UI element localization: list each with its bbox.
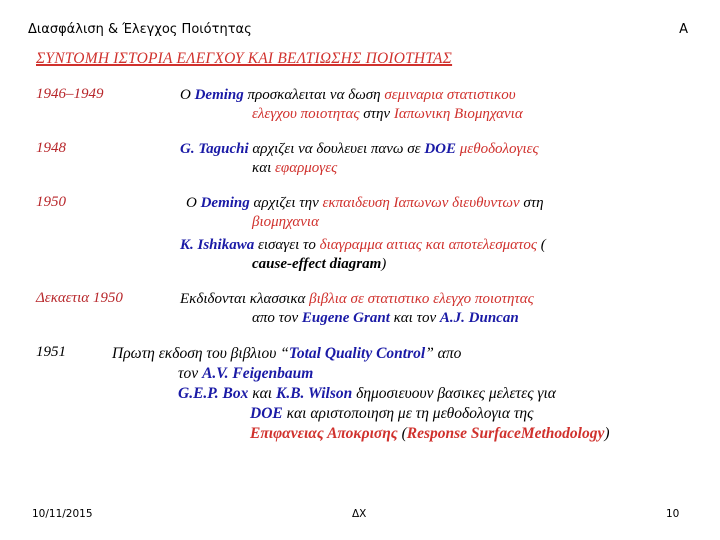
entry-text: Εκδιδονται κλασσικα [180, 291, 310, 307]
entry-line [180, 140, 539, 159]
entry-line [112, 404, 610, 424]
entry-text: εισαγει το [254, 237, 320, 253]
entry-text: Πρωτη εκδοση του βιβλιου “ [112, 345, 289, 362]
year-label: 1948 [36, 140, 66, 156]
year-label: Δεκαετια 1950 [36, 290, 123, 306]
entry-text: ) [604, 425, 610, 442]
person-name: Deming [194, 87, 244, 103]
entry-text: αρχιζει να δουλευει πανω σε [248, 141, 425, 157]
slide-title: ΣΥΝΤΟΜΗ ΙΣΤΟΡΙΑ ΕΛΕΓΧΟΥ ΚΑΙ ΒΕΛΤΙΩΣΗΣ ΠΟΙΟΤΗΤΑΣ [36, 50, 453, 67]
term-text: cause-effect diagram [252, 256, 382, 272]
entry-line [180, 255, 546, 274]
highlight-text: διαγραμμα αιτιας και αποτελεσματος [319, 237, 537, 253]
entry-text: δημοσιευουν βασικες μελετες για [352, 385, 556, 402]
entry-line [112, 384, 610, 404]
entry-line [180, 236, 546, 255]
footer-date: 10/11/2015 [32, 508, 93, 520]
year-label: 1946–1949 [36, 86, 104, 102]
term-text: DOE [250, 405, 283, 422]
highlight-text: μεθοδολογιες [459, 141, 539, 157]
person-name: G. Taguchi [180, 141, 249, 157]
book-title: Total Quality Control [288, 345, 426, 362]
person-name: Eugene Grant [301, 310, 390, 326]
highlight-text: εφαρμογες [275, 160, 338, 176]
entry-text: Ο [186, 195, 201, 211]
entry-text: αρχιζει την [249, 195, 323, 211]
timeline-entry [112, 344, 610, 444]
timeline-entry [180, 236, 546, 274]
entry-text: τον [178, 365, 203, 382]
term-text: DOE [424, 141, 457, 157]
entry-text: και [248, 385, 276, 402]
person-name: K.B. Wilson [275, 385, 353, 402]
entry-line [180, 309, 534, 328]
highlight-text: σεμιναρια στατιστικου [384, 87, 516, 103]
person-name: A.V. Feigenbaum [202, 365, 314, 382]
entry-text: απο τον [252, 310, 302, 326]
slide-header-title: Διασφάλιση & Έλεγχος Ποιότητας [28, 22, 252, 37]
entry-line [180, 86, 523, 105]
footer-author: ΔΧ [352, 508, 367, 520]
entry-text: προσκαλειται να δωση [243, 87, 385, 103]
year-label: 1951 [36, 344, 66, 360]
page-number: 10 [666, 508, 680, 520]
person-name: G.E.P. Box [178, 385, 249, 402]
entry-text: ) [381, 256, 387, 272]
timeline-entry [180, 86, 523, 124]
year-label: 1950 [36, 194, 66, 210]
entry-line [112, 424, 610, 444]
highlight-text: Επιφανειας Αποκρισης [250, 425, 398, 442]
entry-text: Ο [180, 87, 195, 103]
highlight-text: βιβλια σε στατιστικο ελεγχο ποιοτητας [309, 291, 534, 307]
person-name: Deming [200, 195, 250, 211]
entry-text: ” απο [425, 345, 462, 362]
highlight-text: ελεγχου ποιοτητας [252, 106, 360, 122]
entry-line [180, 105, 523, 124]
highlight-text: Response SurfaceMethodology [406, 425, 605, 442]
entry-line [180, 159, 539, 178]
highlight-text: βιομηχανια [252, 214, 319, 230]
timeline-entry [186, 194, 544, 232]
entry-line [186, 213, 544, 232]
highlight-text: Ιαπωνικη Βιομηχανια [393, 106, 523, 122]
timeline-entry [180, 290, 534, 328]
entry-line [112, 344, 610, 364]
person-name: K. Ishikawa [180, 237, 255, 253]
entry-text: και [252, 160, 275, 176]
entry-text: ( [536, 237, 546, 253]
entry-line [186, 194, 544, 213]
highlight-text: εκπαιδευση Ιαπωνων διευθυντων [322, 195, 520, 211]
timeline-entry [180, 140, 539, 178]
entry-text: και αριστοποιηση με τη μεθοδολογια της [282, 405, 534, 422]
entry-text: στην [359, 106, 394, 122]
entry-text: και τον [389, 310, 440, 326]
entry-text: ( [397, 425, 407, 442]
entry-line [180, 290, 534, 309]
entry-text: στη [519, 195, 544, 211]
entry-line [112, 364, 610, 384]
person-name: A.J. Duncan [439, 310, 519, 326]
slide-header-label: A [679, 22, 688, 37]
